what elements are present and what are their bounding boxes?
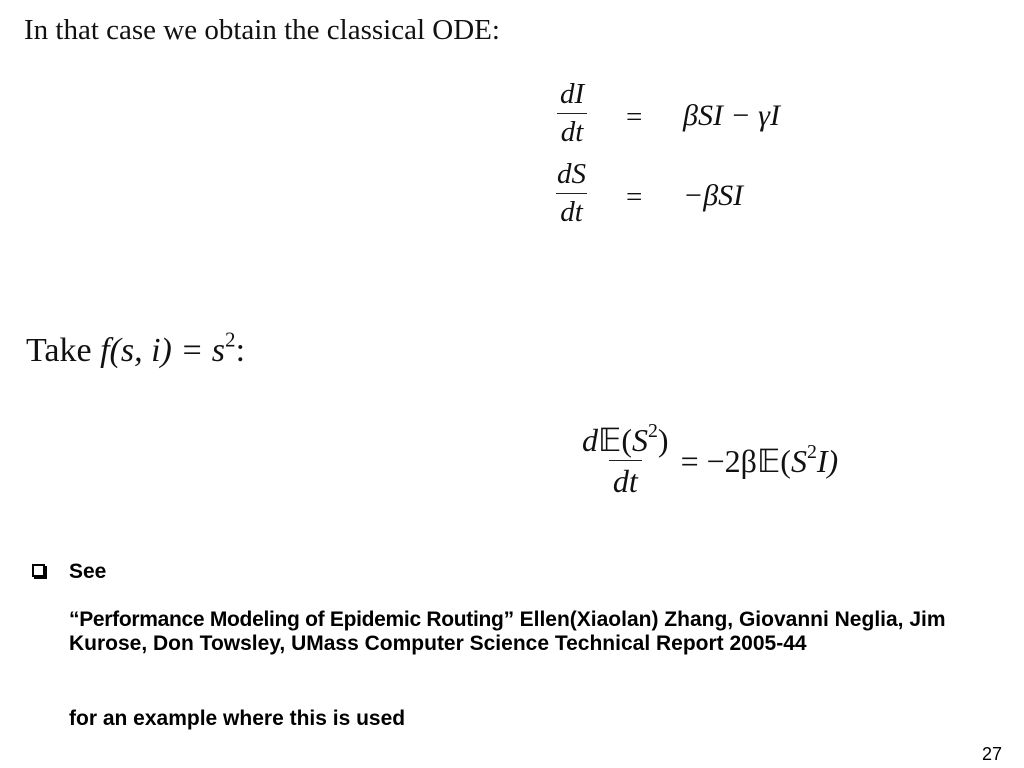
equals-sign: = (626, 181, 643, 213)
take-prefix: Take (26, 332, 92, 369)
expectation-equation (578, 420, 839, 499)
exponent: 2 (225, 327, 236, 352)
intro-text: In that case we obtain the classical ODE: (24, 14, 500, 46)
usage-note: for an example where this is used (69, 707, 406, 730)
rhs-prefix: = −2β (680, 442, 757, 479)
ode-rhs-infected: βSI − γI (683, 99, 780, 132)
exponent: 2 (806, 440, 817, 463)
ode-equation-susceptible (553, 160, 590, 227)
fraction-numerator (578, 420, 673, 460)
fraction-denominator: dt (557, 113, 588, 147)
fraction-denominator: dt (609, 460, 642, 497)
open-paren: ( (621, 422, 632, 458)
exponent: 2 (648, 420, 658, 443)
ode-rhs-susceptible: −βSI (683, 179, 744, 212)
reference-title: “Performance Modeling of Epidemic Routing” (69, 608, 514, 631)
variable-s: S (632, 422, 648, 458)
derivative-fraction (556, 80, 588, 147)
page-number: 27 (981, 744, 1002, 764)
fraction-denominator: dt (556, 193, 587, 227)
derivative-fraction (553, 160, 590, 227)
variable-s: S (790, 442, 807, 479)
function-expression: f(s, i) = s (100, 332, 226, 369)
expectation-rhs (681, 442, 839, 480)
fraction-numerator: dI (560, 78, 585, 110)
expectation-symbol: 𝔼 (756, 442, 781, 479)
rhs-suffix: I) (816, 442, 839, 479)
reference-authors: Ellen(Xiaolan) Zhang, Giovanni Neglia, Jim Kurose, Don Towsley, UMass Computer Science Technical Report 2005-44 (69, 608, 946, 655)
ode-equation-infected (556, 80, 588, 147)
reference-citation (69, 608, 949, 656)
see-label: See (69, 560, 107, 583)
take-suffix: : (235, 332, 246, 369)
expectation-fraction (578, 420, 673, 499)
take-function-line (26, 327, 246, 370)
checkbox-bullet-icon (32, 564, 45, 577)
open-paren: ( (780, 442, 791, 479)
expectation-symbol: 𝔼 (598, 422, 622, 458)
differential-d: d (582, 422, 598, 458)
fraction-numerator: dS (557, 158, 586, 190)
equals-sign: = (626, 101, 643, 133)
close-paren: ) (657, 422, 669, 458)
